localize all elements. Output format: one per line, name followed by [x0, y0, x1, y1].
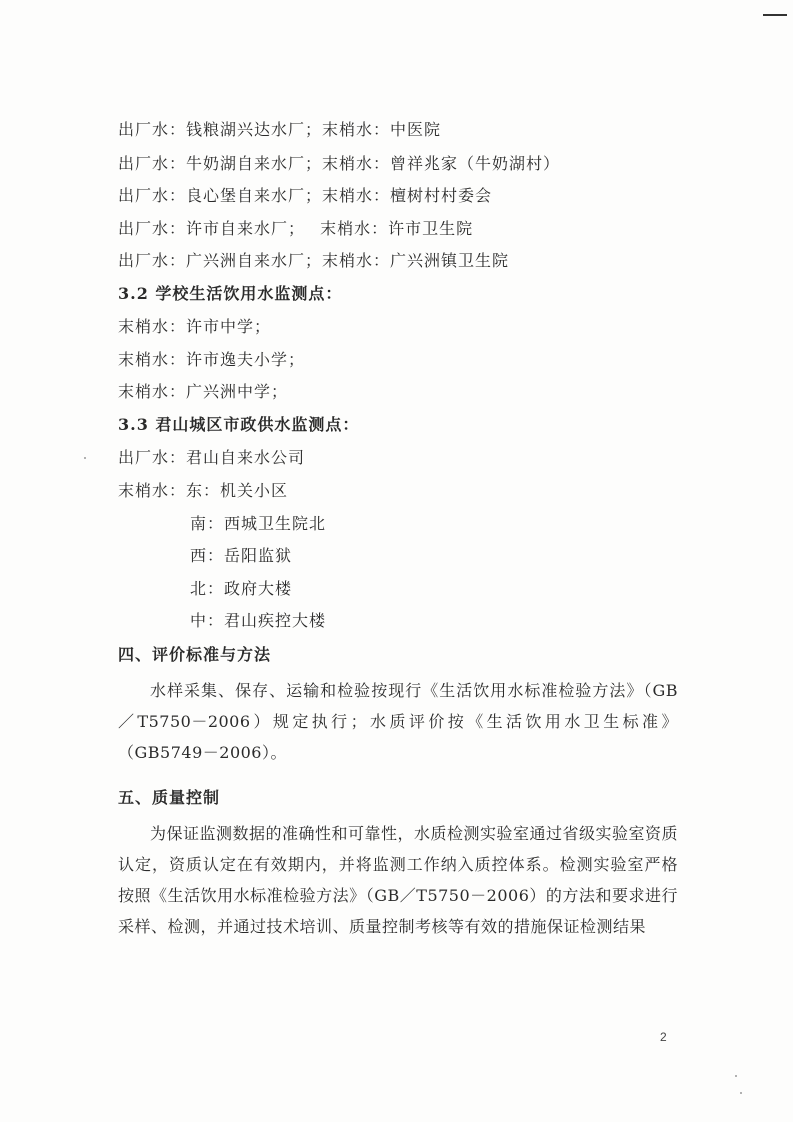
- scan-speck: [740, 1092, 742, 1094]
- page-number: 2: [660, 1030, 667, 1044]
- outlet-line-2: 出厂水：牛奶湖自来水厂；末梢水：曾祥兆家（牛奶湖村）: [118, 154, 561, 173]
- section-3-3-heading: 3.3 君山城区市政供水监测点：: [118, 415, 360, 434]
- school-item-1: 末梢水：许市中学；: [118, 317, 272, 336]
- city-outlet-line: 出厂水：君山自来水公司: [118, 448, 306, 467]
- city-terminal-north: 北：政府大楼: [190, 579, 293, 598]
- scan-speck: [735, 1075, 737, 1077]
- section-3-2-heading: 3.2 学校生活饮用水监测点：: [118, 284, 343, 303]
- section-5-body: 为保证监测数据的准确性和可靠性，水质检测实验室通过省级实验室资质认定，资质认定在有效期内，并将监测工作纳入质控体系。检测实验室严格按照《生活饮用水标准检验方法》（GB／T5750－2006）的方法和要求进行采样、检测，并通过技术培训、质量控制考核等有效的措施保证检测结果: [118, 824, 679, 936]
- outlet-line-1: 出厂水：钱粮湖兴达水厂；末梢水：中医院: [118, 120, 442, 139]
- school-item-3: 末梢水：广兴洲中学；: [118, 382, 289, 401]
- section-5-heading: 五、质量控制: [118, 788, 221, 807]
- city-terminal-east: 末梢水：东：机关小区: [118, 481, 289, 500]
- outlet-line-5: 出厂水：广兴洲自来水厂；末梢水：广兴洲镇卫生院: [118, 251, 510, 270]
- city-terminal-west: 西：岳阳监狱: [190, 546, 293, 565]
- section-4-heading: 四、评价标准与方法: [118, 645, 272, 664]
- outlet-line-4: 出厂水：许市自来水厂； 末梢水：许市卫生院: [118, 219, 474, 238]
- scan-corner-mark: [763, 14, 787, 16]
- school-item-2: 末梢水：许市逸夫小学；: [118, 350, 306, 369]
- outlet-line-3: 出厂水：良心堡自来水厂；末梢水：檀树村村委会: [118, 186, 493, 205]
- scan-speck: [84, 457, 86, 459]
- city-terminal-south: 南：西城卫生院北: [190, 514, 327, 533]
- city-terminal-center: 中：君山疾控大楼: [190, 611, 327, 630]
- section-4-body: 水样采集、保存、运输和检验按现行《生活饮用水标准检验方法》（GB／T5750－2006）规定执行；水质评价按《生活饮用水卫生标准》（GB5749－2006）。: [118, 681, 678, 762]
